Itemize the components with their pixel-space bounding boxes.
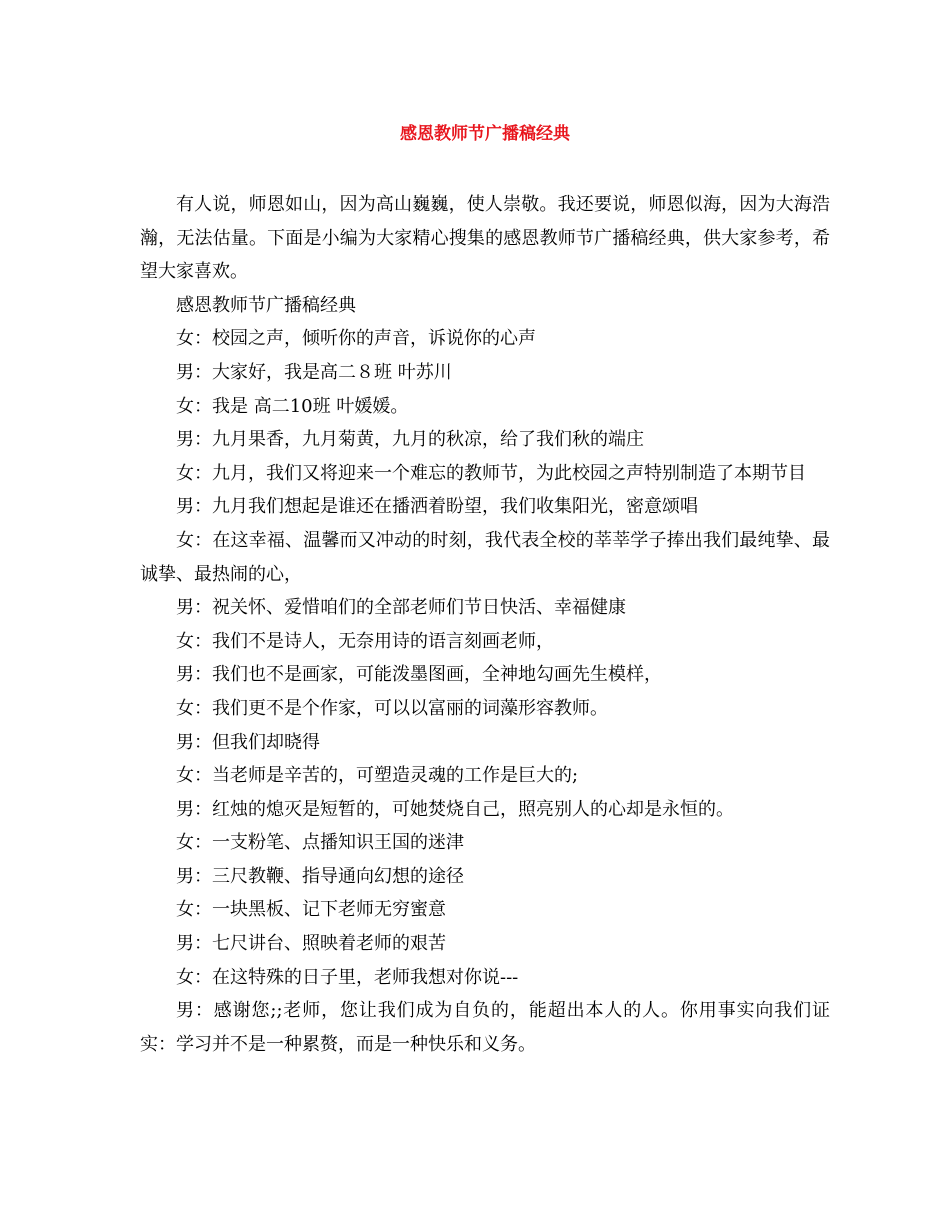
dialogue-line: 女：在这幸福、温馨而又冲动的时刻，我代表全校的莘莘学子捧出我们最纯挚、最诚挚、最热闹的心， [140, 529, 830, 585]
dialogue-line: 男：但我们却晓得 [176, 731, 320, 753]
dialogue-line: 女：校园之声，倾听你的声音，诉说你的心声 [176, 328, 536, 350]
dialogue-line: 男：祝关怀、爱惜咱们的全部老师们节日快活、幸福健康 [176, 597, 626, 619]
dialogue-line: 女：一支粉笔、点播知识王国的迷津 [176, 832, 464, 854]
dialogue-line: 女：九月，我们又将迎来一个难忘的教师节，为此校园之声特别制造了本期节目 [176, 462, 806, 484]
dialogue-line: 男：九月果香，九月菊黄，九月的秋凉，给了我们秋的端庄 [176, 429, 644, 451]
subtitle-paragraph: 感恩教师节广播稿经典 [176, 294, 356, 316]
dialogue-line: 女：我们不是诗人，无奈用诗的语言刻画老师， [176, 630, 554, 652]
dialogue-line: 男：大家好，我是高二８班 叶苏川 [176, 361, 452, 383]
dialogue-line: 女：我是 高二10班 叶媛媛。 [176, 395, 409, 417]
intro-paragraph: 有人说，师恩如山，因为高山巍巍，使人崇敬。我还要说，师恩似海，因为大海浩瀚，无法估量。下面是小编为大家精心搜集的感恩教师节广播稿经典，供大家参考，希望大家喜欢。 [140, 194, 830, 283]
dialogue-line: 女：当老师是辛苦的，可塑造灵魂的工作是巨大的; [176, 765, 579, 787]
dialogue-line: 男：我们也不是画家，可能泼墨图画，全神地勾画先生模样， [176, 664, 662, 686]
dialogue-line: 女：一块黑板、记下老师无穷蜜意 [176, 899, 446, 921]
document-body [140, 188, 830, 1061]
dialogue-line: 女：我们更不是个作家，可以以富丽的词藻形容教师。 [176, 697, 608, 719]
dialogue-line: 女：在这特殊的日子里，老师我想对你说--- [176, 966, 519, 988]
document-title: 感恩教师节广播稿经典 [400, 124, 570, 144]
dialogue-line: 男：三尺教鞭、指导通向幻想的途径 [176, 865, 464, 887]
dialogue-line: 男：九月我们想起是谁还在播洒着盼望，我们收集阳光，密意颂唱 [176, 496, 698, 518]
dialogue-line: 男：红烛的熄灭是短暂的，可她焚烧自己，照亮别人的心却是永恒的。 [176, 798, 734, 820]
dialogue-line: 男：七尺讲台、照映着老师的艰苦 [176, 933, 446, 955]
dialogue-line: 男：感谢您;;老师，您让我们成为自负的，能超出本人的人。你用事实向我们证实：学习并不是一种累赘，而是一种快乐和义务。 [140, 1000, 830, 1055]
